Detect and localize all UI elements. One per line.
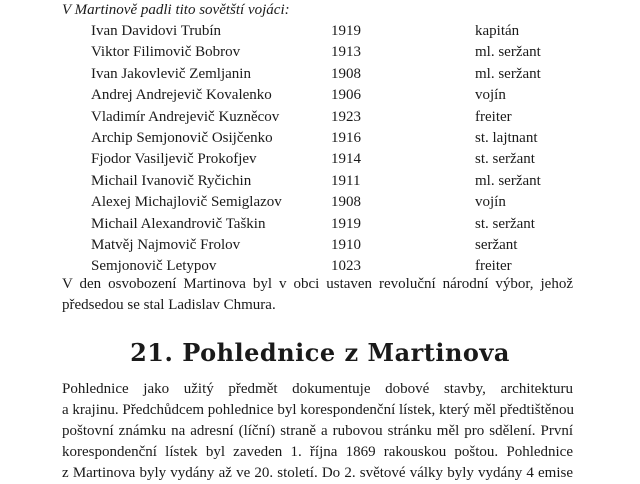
soldier-row xyxy=(0,128,640,149)
paragraph-line: a krajinu. Předchůdcem pohlednice byl korespondenční lístek, který měl předtištěnou xyxy=(62,402,574,418)
soldier-rank: ml. seržant xyxy=(475,172,541,189)
soldier-year: 1919 xyxy=(331,215,361,232)
soldier-year: 1916 xyxy=(331,129,361,146)
soldier-row xyxy=(0,85,640,106)
paragraph-line: V den osvobození Martinova byl v obci ustaven revoluční národní výbor, jehož xyxy=(62,276,573,292)
soldier-row xyxy=(0,64,640,85)
soldier-year: 1911 xyxy=(331,172,361,189)
soldier-name: Ivan Jakovlevič Zemljanin xyxy=(91,65,251,82)
paragraph-line: z Martinova byly vydány až ve 20. století. Do 2. světové války byly vydány 4 emise xyxy=(62,465,573,481)
soldier-row xyxy=(0,171,640,192)
soldier-rank: vojín xyxy=(475,87,506,104)
soldier-name: Fjodor Vasiljevič Prokofjev xyxy=(91,151,257,168)
soldier-rank: st. seržant xyxy=(475,215,535,232)
soldier-name: Michail Ivanovič Ryčichin xyxy=(91,172,252,189)
soldier-year: 1908 xyxy=(331,194,361,211)
soldier-name: Ivan Davidovi Trubín xyxy=(91,23,222,39)
soldier-rank: ml. seržant xyxy=(475,65,541,82)
soldier-row xyxy=(0,42,640,63)
soldier-row xyxy=(0,149,640,170)
soldier-name: Alexej Michajlovič Semiglazov xyxy=(91,194,282,211)
soldier-rank: vojín xyxy=(475,194,506,211)
soldiers-list xyxy=(0,21,640,278)
paragraph-line: Pohlednice jako užitý předmět dokumentuje dobové stavby, architekturu xyxy=(62,381,573,397)
soldier-rank: st. lajtnant xyxy=(475,129,538,146)
postcards-paragraph xyxy=(62,379,573,484)
section-heading: 21. Pohlednice z Martinova xyxy=(130,338,510,367)
soldier-rank: ml. seržant xyxy=(475,44,541,61)
soldier-year: 1910 xyxy=(331,236,361,253)
revolutionary-committee-paragraph xyxy=(62,274,573,316)
paragraph-line: poštovní známku na adresní (líční) straně a rubovou stránku měl pro sdělení. První xyxy=(62,423,573,439)
paragraph-line: korespondenční lístek byl zaveden 1. října 1869 rakouskou poštou. Pohlednice xyxy=(62,444,573,460)
soldier-year: 1023 xyxy=(331,258,361,275)
soldier-year: 1919 xyxy=(331,23,361,39)
soldier-name: Archip Semjonovič Osijčenko xyxy=(91,129,273,146)
soldier-rank: freiter xyxy=(475,258,512,275)
soldier-name: Viktor Filimovič Bobrov xyxy=(91,44,241,61)
soldier-year: 1913 xyxy=(331,44,361,61)
soldier-name: Michail Alexandrovič Taškin xyxy=(91,215,266,232)
soldier-year: 1923 xyxy=(331,108,361,125)
soldier-row xyxy=(0,214,640,235)
soldier-row xyxy=(0,235,640,256)
soldier-row xyxy=(0,21,640,42)
soldier-rank: kapitán xyxy=(475,23,520,39)
soldier-rank: seržant xyxy=(475,236,518,253)
soldier-rank: freiter xyxy=(475,108,512,125)
soldier-name: Semjonovič Letypov xyxy=(91,258,217,275)
soldier-name: Matvěj Najmovič Frolov xyxy=(91,236,241,253)
soldier-name: Vladimír Andrejevič Kuzněcov xyxy=(91,108,280,125)
soldier-year: 1914 xyxy=(331,151,361,168)
soldier-row xyxy=(0,192,640,213)
soldier-row xyxy=(0,107,640,128)
soldier-name: Andrej Andrejevič Kovalenko xyxy=(91,87,272,104)
soldier-rank: st. seržant xyxy=(475,151,535,168)
soldier-year: 1906 xyxy=(331,87,361,104)
soldiers-intro: V Martinově padli tito sovětští vojáci: xyxy=(62,2,290,18)
paragraph-line: předsedou se stal Ladislav Chmura. xyxy=(62,297,276,313)
soldier-year: 1908 xyxy=(331,65,361,82)
